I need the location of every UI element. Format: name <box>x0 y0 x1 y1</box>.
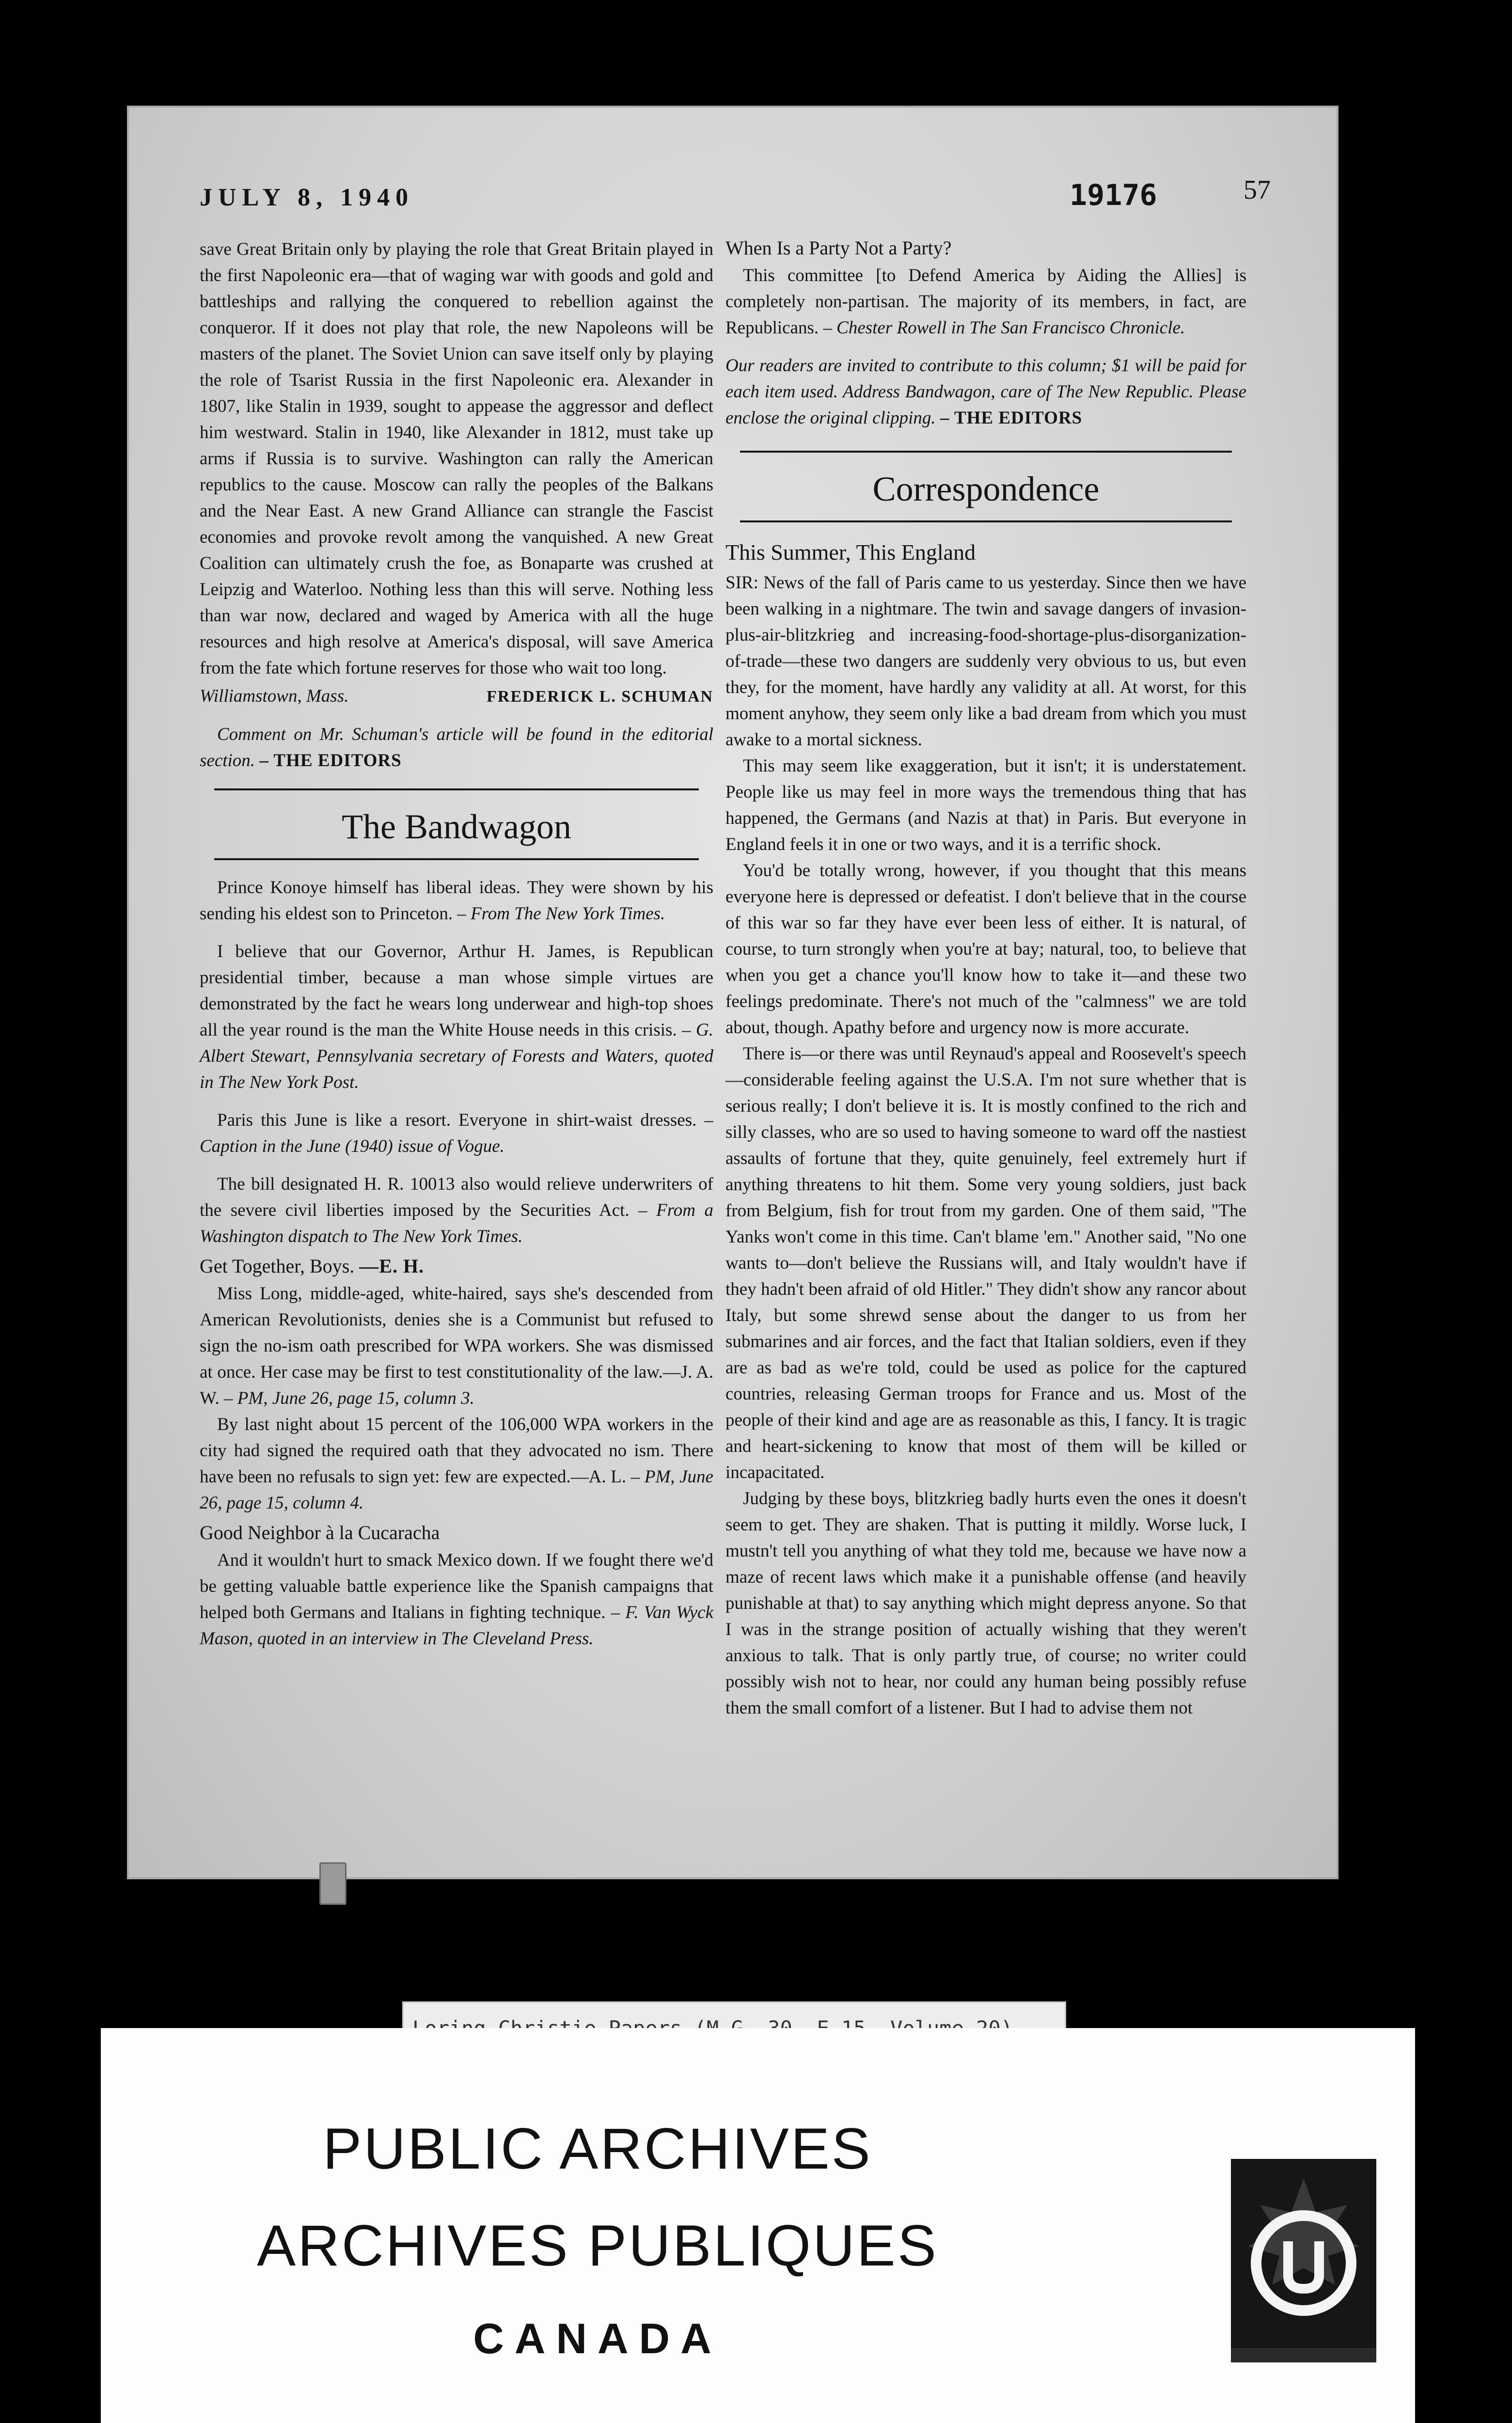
get-together-item <box>200 1281 713 1412</box>
left-column <box>200 236 713 1652</box>
get-together-text: By last night about 15 percent of the 106,000 WPA workers in the city had signed the required oath that they advocated no ism. There have been no refusals to sign yet: few are expected.—A. L. <box>200 1415 713 1487</box>
readers-note <box>725 353 1246 431</box>
good-neighbor-text: And it wouldn't hurt to smack Mexico down. If we fought there we'd be getting valuable battle experience like the Spanish campaigns that helped both Germans and Italians in fighting technique. <box>200 1550 713 1622</box>
bandwagon-item-text: Paris this June is like a resort. Everyone in shirt-waist dresses. <box>217 1110 697 1130</box>
get-together-text: Miss Long, middle-aged, white-haired, says she's descended from American Revolutionists, denies she is a Communist but refused to sign the no-ism oath prescribed for WPA workers. She was dismissed at once. Her case may be first to test constitutionality of the law.—J. A. W. <box>200 1284 713 1408</box>
magazine-page <box>127 106 1339 1879</box>
article-continuation: save Great Britain only by playing the role that Great Britain played in the first Napoleonic era—that of waging war with goods and gold and battleships and rallying the conquered to rebellion against the conqueror. If it does not play that role, the new Napoleons will be masters of the planet. The Soviet Union can save itself only by playing the role of Tsarist Russia in the first Napoleonic era. Alexander in 1807, like Stalin in 1939, sought to appease the aggressor and deflect him westward. Stalin in 1940, like Alexander in 1812, must take up arms if Russia is to survive. Washington can rally the American republics to the cause. Moscow can rally the peoples of the Balkans and the Near East. A new Grand Alliance can strangle the Fascist economies and provoke revolt among the vanquished. A new Great Coalition can ultimately crush the foe, as Bonaparte was crushed at Leipzig and Waterloo. Nothing less than this will serve. Nothing less than war now, declared and waged by America with all the huge resources and high resolve at America's disposal, will save America from the fate which fortune reserves for those who wait too long. <box>200 239 713 678</box>
editor-comment <box>200 722 713 774</box>
bandwagon-item-source: – Caption in the June (1940) issue of Vogue. <box>200 1110 714 1156</box>
party-text: This committee [to Defend America by Aiding the Allies] is completely non-partisan. The majority of its members, in fact, are Republicans. <box>725 266 1246 338</box>
right-column <box>725 236 1246 1721</box>
bandwagon-item <box>200 875 713 927</box>
archive-stamp-number: 19176 <box>1070 178 1157 212</box>
bandwagon-item-source: – From The New York Times. <box>457 904 665 924</box>
archives-canada-logo-icon <box>1231 2159 1376 2362</box>
page-number: 57 <box>1244 175 1271 205</box>
section-rule-bottom <box>214 858 699 860</box>
letter-title: This Summer, This England <box>725 540 976 565</box>
page-header <box>200 175 1300 222</box>
section-rule-top <box>740 451 1232 453</box>
archives-line-english: PUBLIC ARCHIVES <box>323 2116 872 2181</box>
party-item <box>725 263 1246 341</box>
get-together-heading-text: Get Together, Boys. <box>200 1255 355 1277</box>
get-together-item <box>200 1412 713 1516</box>
get-together-heading <box>200 1253 713 1280</box>
good-neighbor-item <box>200 1547 713 1652</box>
bandwagon-title: The Bandwagon <box>342 807 571 846</box>
archives-line-french: ARCHIVES PUBLIQUES <box>257 2213 938 2278</box>
bandwagon-item <box>200 1171 713 1250</box>
letter-paragraph: This may seem like exaggeration, but it isn't; it is understatement. People like us may feel in more ways the tremendous thing that has happened, the Germans (and Nazis at that) in Paris. But everyone in England feels it in one or two ways, and it is a terrific shock. <box>725 756 1246 854</box>
good-neighbor-source: – F. Van Wyck Mason, quoted in an interview in The Cleveland Press. <box>200 1603 713 1649</box>
archives-label <box>101 2028 1415 2423</box>
readers-note-credit: – THE EDITORS <box>940 408 1083 428</box>
letter-paragraph: SIR: News of the fall of Paris came to us yesterday. Since then we have been walking in a nightmare. The twin and savage dangers of invasion-plus-air-blitzkrieg and increasing-food-shortage-plus-disorganization-of-trade—these two dangers are suddenly very obvious to us, but even they, for the moment, have hardly any validity at all. At worst, for this moment anyhow, they seem only like a bad dream from which you must awake to a mortal sickness. <box>725 573 1246 750</box>
letter-paragraph: Judging by these boys, blitzkrieg badly hurts even the ones it doesn't seem to get. They are shaken. That is putting it mildly. Worse luck, I mustn't tell you anything of what they told me, because we have now a maze of recent laws which make it a punishable offense (and heavily punishable at that) to say anything which might depress anyone. So that I was in the strange position of actually wishing that they weren't anxious to talk. That is only partly true, of course; no writer could possibly wish not to hear, nor could any human being possibly refuse them the small comfort of a listener. But I had to advise them not <box>725 1489 1246 1718</box>
bandwagon-item <box>200 939 713 1096</box>
bandwagon-item-text: The bill designated H. R. 10013 also would relieve underwriters of the severe civil liberties imposed by the Securities Act. <box>200 1174 713 1220</box>
bandwagon-item-text: Prince Konoye himself has liberal ideas. They were shown by his sending his eldest son to Princeton. <box>200 878 713 924</box>
party-heading: When Is a Party Not a Party? <box>725 237 952 259</box>
editor-comment-credit: – THE EDITORS <box>259 751 402 771</box>
section-rule-bottom <box>740 520 1232 522</box>
letter-paragraph: You'd be totally wrong, however, if you thought that this means everyone here is depressed or defeatist. I don't believe that in the course of this war so far they have ever been less of either. It is natural, of course, to turn strongly when you're at bay; natural, too, to believe that when you get a chance you'll know how to take it—and these two feelings predominate. There's not much of the "calmness" we are told about, though. Apathy before and urgency now is more accurate. <box>725 861 1246 1038</box>
signature-place: Williamstown, Mass. <box>200 686 349 706</box>
bandwagon-item-source: – From a Washington dispatch to The New York Times. <box>200 1200 713 1246</box>
small-library-stamp <box>319 1862 346 1905</box>
signature-name: FREDERICK L. SCHUMAN <box>487 688 713 706</box>
get-together-source: – PM, June 26, page 15, column 3. <box>224 1388 474 1408</box>
readers-note-text: Our readers are invited to contribute to this column; $1 will be paid for each item used. Address Bandwagon, care of The New Republic. Please enclose the original clipping. <box>725 356 1246 428</box>
get-together-heading-credit: —E. H. <box>359 1255 425 1277</box>
correspondence-title: Correspondence <box>872 470 1100 508</box>
good-neighbor-heading: Good Neighbor à la Cucaracha <box>200 1522 440 1543</box>
signature <box>200 683 713 710</box>
get-together-source: – PM, June 26, page 15, column 4. <box>200 1467 713 1513</box>
bandwagon-item-source: – G. Albert Stewart, Pennsylvania secretary of Forests and Waters, quoted in The New York Post. <box>200 1020 713 1092</box>
archives-line-country: CANADA <box>473 2314 722 2362</box>
editor-comment-text: Comment on Mr. Schuman's article will be found in the editorial section. <box>200 724 713 771</box>
party-source: – Chester Rowell in The San Francisco Chronicle. <box>823 318 1185 338</box>
bandwagon-item <box>200 1107 713 1160</box>
issue-date: JULY 8, 1940 <box>200 184 414 211</box>
letter-paragraph: There is—or there was until Reynaud's appeal and Roosevelt's speech—considerable feeling against the U.S.A. I'm not sure whether that is serious really; I don't believe it is. It is mostly confined to the rich and silly classes, who are so used to having someone to ward off the nastiest assaults of fortune that they, quite genuinely, feel extremely hurt if anything threatens to hit them. Some very young soldiers, just back from Belgium, fish for trout from my garden. One of them said, "The Yanks won't come in this time. Can't blame 'em." Another said, "No one wants to—don't believe the Russians will, and Italy wouldn't have if they hadn't been afraid of old Hitler." They didn't show any rancor about Italy, but some shrewd sense about the danger to us from her submarines and air forces, and the fact that Italian soldiers, even if they are as bad as we're told, could be used as police for the captured countries, releasing German troops for France and us. Most of the people of their kind and age are as reasonable as this, I fancy. It is tragic and heart-sickening to know that most of them will be killed or incapacitated. <box>725 1044 1246 1482</box>
section-rule-top <box>214 788 699 790</box>
bandwagon-item-text: I believe that our Governor, Arthur H. James, is Republican presidential timber, because a man whose simple virtues are demonstrated by the fact he wears long underwear and high-top shoes all the year round is the man the White House needs in this crisis. <box>200 942 713 1040</box>
